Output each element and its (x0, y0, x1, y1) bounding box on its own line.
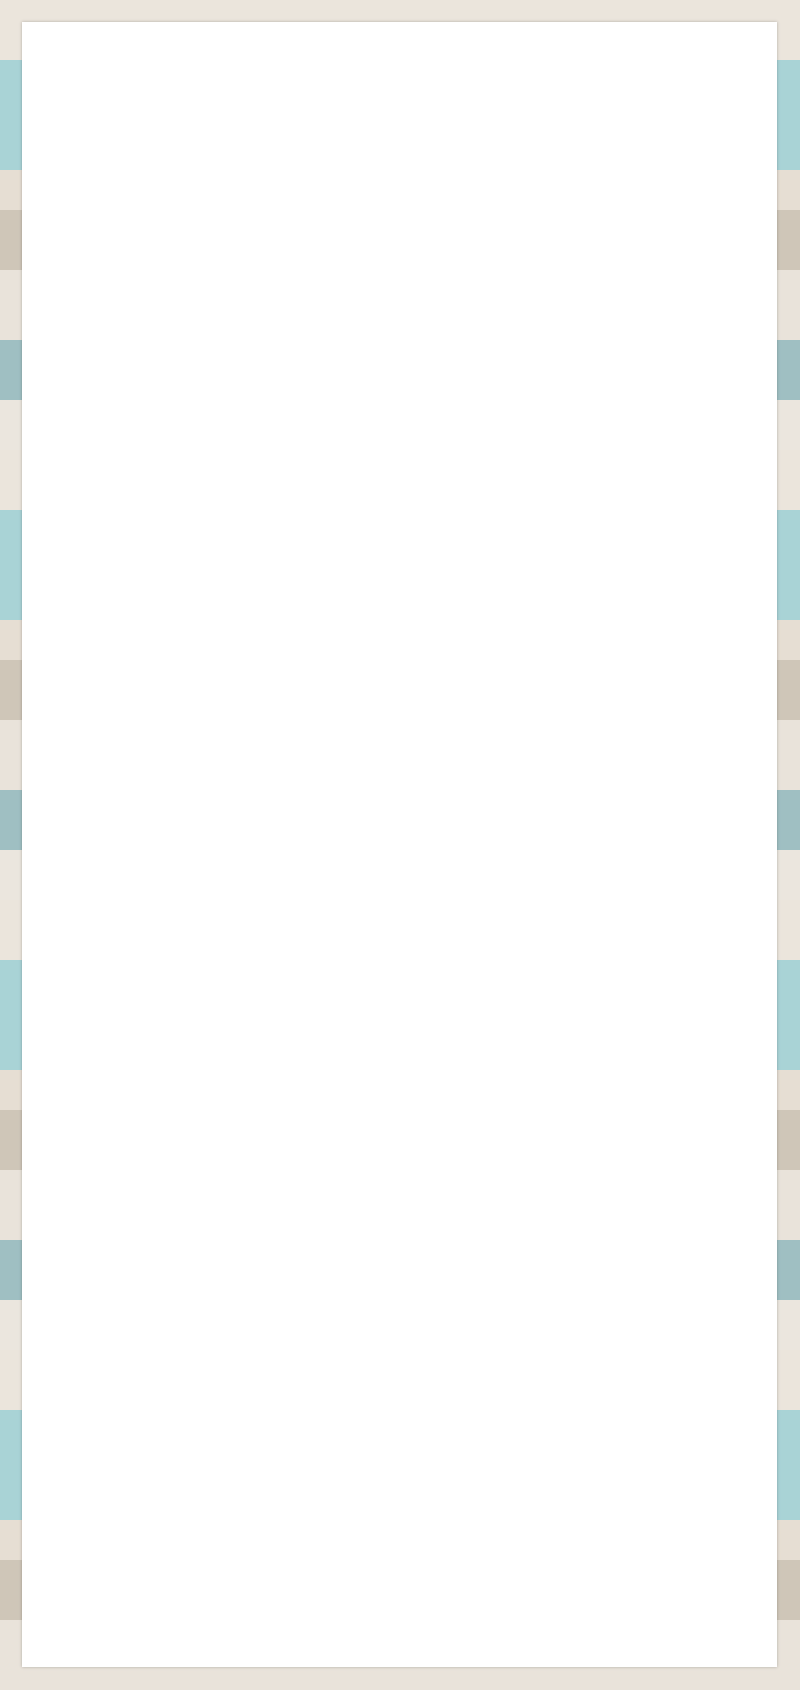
lyrics-card (22, 22, 777, 1667)
